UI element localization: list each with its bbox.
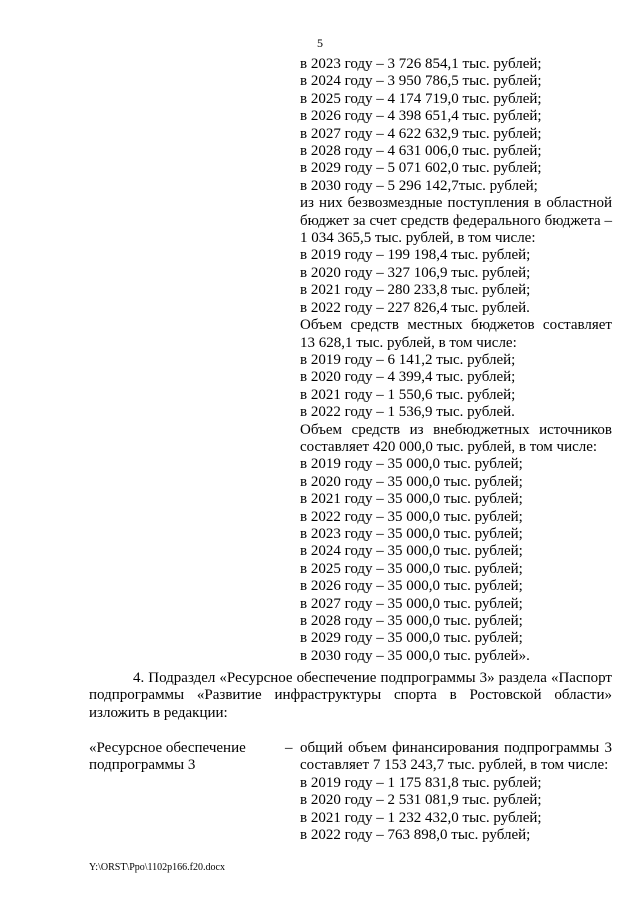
year-line: в 2023 году – 3 726 854,1 тыс. рублей; [300, 56, 542, 72]
extra-year-line: в 2029 году – 35 000,0 тыс. рублей; [300, 630, 523, 647]
extra-year-line: в 2019 году – 35 000,0 тыс. рублей; [300, 456, 523, 473]
resource-label-line: подпрограммы 3 [89, 757, 196, 774]
federal-year-line: в 2019 году – 199 198,4 тыс. рублей; [300, 247, 531, 264]
paragraph-4-line: подпрограммы «Развитие инфраструктуры спорта в Ростовской области» [89, 687, 612, 704]
extra-year-line: в 2024 году – 35 000,0 тыс. рублей; [300, 543, 523, 560]
extra-year-line: в 2020 году – 35 000,0 тыс. рублей; [300, 473, 523, 490]
resource-funding-block [300, 740, 612, 844]
extra-intro-line: Объем средств из внебюджетных источников [300, 421, 612, 438]
local-year-line: в 2020 году – 4 399,4 тыс. рублей; [300, 369, 516, 386]
year-line: в 2025 году – 4 174 719,0 тыс. рублей; [300, 90, 542, 107]
resource-dash: – [285, 740, 293, 756]
year-line: в 2027 году – 4 622 632,9 тыс. рублей; [300, 125, 542, 142]
extra-year-line: в 2026 году – 35 000,0 тыс. рублей; [300, 578, 523, 595]
local-intro-line: Объем средств местных бюджетов составляет [300, 317, 612, 334]
extra-year-line: в 2025 году – 35 000,0 тыс. рублей; [300, 560, 523, 577]
year-line: в 2029 году – 5 071 602,0 тыс. рублей; [300, 160, 542, 177]
resource-year-line: в 2021 году – 1 232 432,0 тыс. рублей; [300, 809, 542, 826]
page-number: 5 [317, 36, 323, 50]
extra-year-line: в 2022 году – 35 000,0 тыс. рублей; [300, 508, 523, 525]
paragraph-4 [89, 670, 612, 722]
resource-year-line: в 2020 году – 2 531 081,9 тыс. рублей; [300, 792, 542, 809]
federal-intro-line: 1 034 365,5 тыс. рублей, в том числе: [300, 230, 536, 247]
resource-label [89, 740, 279, 775]
resource-intro-line: составляет 7 153 243,7 тыс. рублей, в том числе: [300, 757, 609, 774]
extra-year-line: в 2027 году – 35 000,0 тыс. рублей; [300, 595, 523, 612]
extra-intro-line: составляет 420 000,0 тыс. рублей, в том числе: [300, 438, 598, 455]
year-line: в 2028 году – 4 631 006,0 тыс. рублей; [300, 143, 542, 160]
federal-year-line: в 2020 году – 327 106,9 тыс. рублей; [300, 264, 531, 281]
federal-intro-line: из них безвозмездные поступления в областной [300, 195, 612, 212]
resource-year-line: в 2019 году – 1 175 831,8 тыс. рублей; [300, 774, 542, 791]
federal-year-line: в 2022 году – 227 826,4 тыс. рублей. [300, 299, 530, 316]
extra-year-line: в 2030 году – 35 000,0 тыс. рублей». [300, 647, 530, 664]
local-intro-line: 13 628,1 тыс. рублей, в том числе: [300, 334, 517, 351]
extra-year-line: в 2023 году – 35 000,0 тыс. рублей; [300, 525, 523, 542]
file-path-footer: Y:\ORST\Ppo\1102p166.f20.docx [89, 862, 225, 873]
extra-year-line: в 2028 году – 35 000,0 тыс. рублей; [300, 613, 523, 629]
extra-year-line: в 2021 году – 35 000,0 тыс. рублей; [300, 491, 523, 508]
local-year-line: в 2019 году – 6 141,2 тыс. рублей; [300, 351, 516, 368]
year-line: в 2030 году – 5 296 142,7тыс. рублей; [300, 177, 538, 194]
funding-by-year-block [300, 56, 612, 665]
paragraph-4-line: 4. Подраздел «Ресурсное обеспечение подпрограммы 3» раздела «Паспорт [133, 670, 612, 686]
local-year-line: в 2021 году – 1 550,6 тыс. рублей; [300, 386, 516, 403]
resource-year-line: в 2022 году – 763 898,0 тыс. рублей; [300, 827, 531, 844]
federal-intro-line: бюджет за счет средств федерального бюджета – [300, 212, 612, 229]
local-year-line: в 2022 году – 1 536,9 тыс. рублей. [300, 404, 515, 421]
resource-intro-line: общий объем финансирования подпрограммы 3 [300, 740, 612, 756]
resource-label-line: «Ресурсное обеспечение [89, 740, 246, 756]
paragraph-4-line: изложить в редакции: [89, 704, 228, 721]
year-line: в 2024 году – 3 950 786,5 тыс. рублей; [300, 73, 542, 90]
federal-year-line: в 2021 году – 280 233,8 тыс. рублей; [300, 282, 531, 299]
year-line: в 2026 году – 4 398 651,4 тыс. рублей; [300, 108, 542, 125]
